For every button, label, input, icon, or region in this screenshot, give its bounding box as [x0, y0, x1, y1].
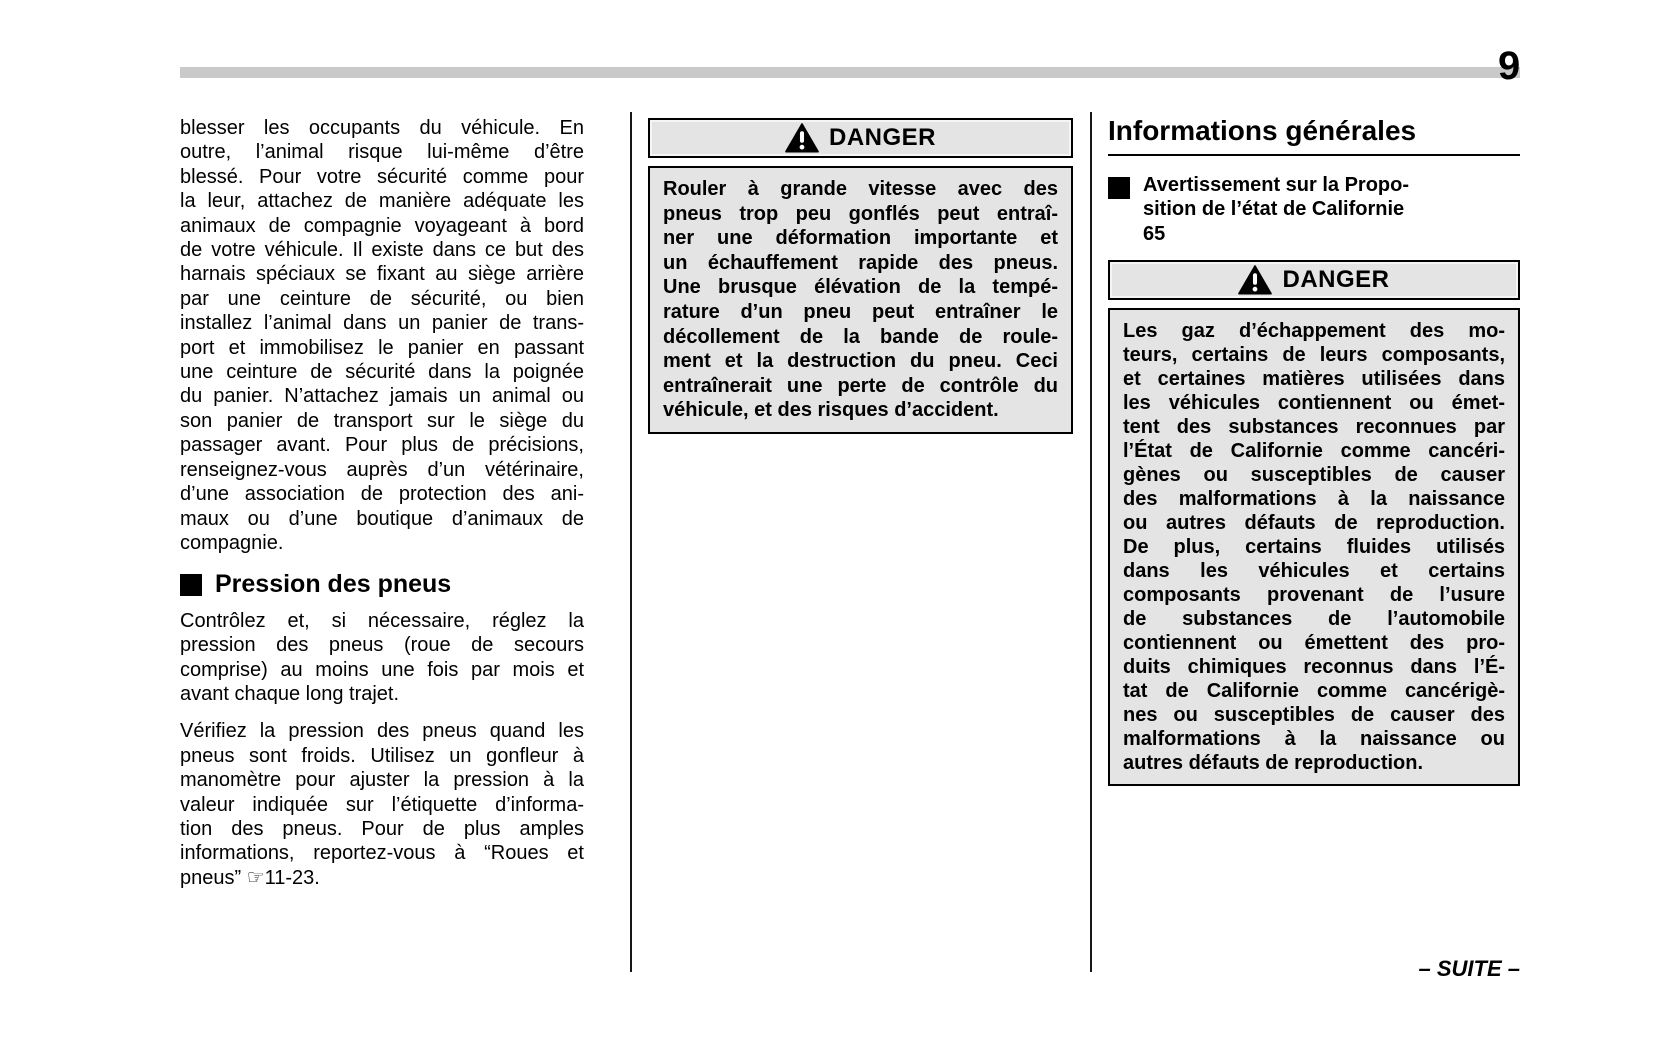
- text-line: pneus trop peu gonflés peut entraî-: [663, 202, 1058, 225]
- text-line: gènes ou susceptibles de causer: [1123, 464, 1505, 487]
- text-line: décollement de la bande de roule-: [663, 325, 1058, 348]
- page-number: 9: [1498, 44, 1521, 88]
- section-heading-label: Pression des pneus: [215, 570, 452, 599]
- text-line: des malformations à la naissance: [1123, 488, 1505, 511]
- text-line: ou autres défauts de reproduction.: [1123, 512, 1505, 535]
- text-line: Les gaz d’échappement des mo-: [1123, 320, 1505, 343]
- text-line: dans les véhicules et certains: [1123, 560, 1505, 583]
- section-bullet-icon: [180, 574, 202, 596]
- text-line: un échauffement rapide des pneus.: [663, 251, 1058, 274]
- text-line: Une brusque élévation de la tempé-: [663, 276, 1058, 299]
- text-line: 65: [1143, 222, 1166, 245]
- text-line: composants provenant de l’usure: [1123, 584, 1505, 607]
- text-line: pression des pneus (roue de secours: [180, 634, 584, 657]
- text-line: comprise) au moins une fois par mois et: [180, 658, 584, 681]
- text-line: duits chimiques reconnus dans l’É-: [1123, 656, 1505, 679]
- section-bullet-icon: [1108, 177, 1130, 199]
- warning-triangle-icon: [1238, 265, 1272, 295]
- text-line: de substances de l’automobile: [1123, 608, 1505, 631]
- text-line: Vérifiez la pression des pneus quand les: [180, 720, 584, 743]
- text-line: informations, reportez-vous à “Roues et: [180, 842, 584, 865]
- paragraph-check-pressure: [180, 609, 584, 707]
- text-line: d’une association de protection des ani-: [180, 483, 584, 506]
- danger-body-prop65: [1108, 308, 1520, 786]
- text-line: outre, l’animal risque lui-même d’être: [180, 141, 584, 164]
- section-heading-tire-pressure: [180, 570, 584, 599]
- text-line: les véhicules contiennent ou émet-: [1123, 392, 1505, 415]
- text-line: Contrôlez et, si nécessaire, réglez la: [180, 609, 584, 632]
- text-line: rature d’un pneu peut entraîner le: [663, 300, 1058, 323]
- text-line: blessé. Pour votre sécurité comme pour: [180, 165, 584, 188]
- danger-header-prop65: [1108, 260, 1520, 300]
- right-column: [1108, 114, 1520, 786]
- text-line: animaux de compagnie voyageant à bord: [180, 214, 584, 237]
- text-line: manomètre pour ajuster la pression à la: [180, 769, 584, 792]
- text-line: la leur, attachez de manière adéquate les: [180, 190, 584, 213]
- danger-body-tires: [648, 166, 1073, 434]
- section-heading-prop65: [1108, 173, 1520, 246]
- continuation-note: – SUITE –: [1418, 956, 1520, 981]
- header-rule-bar: [180, 67, 1520, 78]
- text-line: autres défauts de reproduction.: [1123, 752, 1424, 775]
- text-line: maux ou d’une boutique d’animaux de: [180, 507, 584, 530]
- text-line: Rouler à grande vitesse avec des: [663, 178, 1058, 200]
- text-line: tent des substances reconnues par: [1123, 416, 1505, 439]
- text-line: malformations à la naissance ou: [1123, 728, 1505, 751]
- text-line: nes ou susceptibles de causer des: [1123, 704, 1505, 727]
- danger-label: DANGER: [1282, 266, 1390, 294]
- middle-column: [648, 118, 1073, 434]
- text-line: De plus, certains fluides utilisés: [1123, 536, 1505, 559]
- left-column: [180, 116, 584, 890]
- text-line: renseignez-vous auprès d’un vétérinaire,: [180, 458, 584, 481]
- text-line: l’État de Californie comme cancéri-: [1123, 440, 1505, 463]
- text-line: pneus sont froids. Utilisez un gonfleur à: [180, 744, 584, 767]
- text-line: teurs, certains de leurs composants,: [1123, 344, 1505, 367]
- text-line: ner une déformation importante et: [663, 227, 1058, 250]
- text-line: son panier de transport sur le siège du: [180, 409, 584, 432]
- section-heading-lines: [1143, 173, 1409, 246]
- column-divider-left: [630, 112, 632, 972]
- text-line: du panier. N’attachez jamais un animal ou: [180, 385, 584, 408]
- text-line: avant chaque long trajet.: [180, 683, 400, 706]
- danger-label: DANGER: [828, 124, 936, 151]
- text-line: passager avant. Pour plus de précisions,: [180, 434, 584, 457]
- text-line: sition de l’état de Californie: [1143, 198, 1405, 221]
- text-line: tat de Californie comme cancérigè-: [1123, 680, 1505, 703]
- text-line: par une ceinture de sécurité, ou bien: [180, 287, 584, 310]
- text-line: Avertissement sur la Propo-: [1143, 174, 1410, 196]
- column-title: Informations générales: [1108, 114, 1520, 156]
- paragraph-animals: [180, 116, 584, 555]
- text-line: de votre véhicule. Il existe dans ce but des: [180, 239, 584, 262]
- column-divider-right: [1090, 112, 1092, 972]
- text-line: entraînerait une perte de contrôle du: [663, 374, 1058, 397]
- text-line: compagnie.: [180, 531, 284, 554]
- text-line: port et immobilisez le panier en passant: [180, 336, 584, 359]
- danger-header-tires: [648, 118, 1073, 158]
- text-line: pneus” ☞11-23.: [180, 866, 320, 889]
- text-line: installez l’animal dans un panier de trans-: [180, 312, 584, 335]
- text-line: une ceinture de sécurité dans la poignée: [180, 361, 584, 384]
- text-line: valeur indiquée sur l’étiquette d’informa-: [180, 793, 584, 816]
- warning-triangle-icon: [785, 123, 819, 153]
- paragraph-cold-tires: [180, 719, 584, 890]
- text-line: blesser les occupants du véhicule. En: [180, 117, 584, 139]
- text-line: ment et la destruction du pneu. Ceci: [663, 350, 1058, 373]
- text-line: tion des pneus. Pour de plus amples: [180, 818, 584, 841]
- text-line: harnais spéciaux se fixant au siège arrière: [180, 263, 584, 286]
- text-line: et certaines matières utilisées dans: [1123, 368, 1505, 391]
- text-line: véhicule, et des risques d’accident.: [663, 399, 999, 422]
- text-line: contiennent ou émettent des pro-: [1123, 632, 1505, 655]
